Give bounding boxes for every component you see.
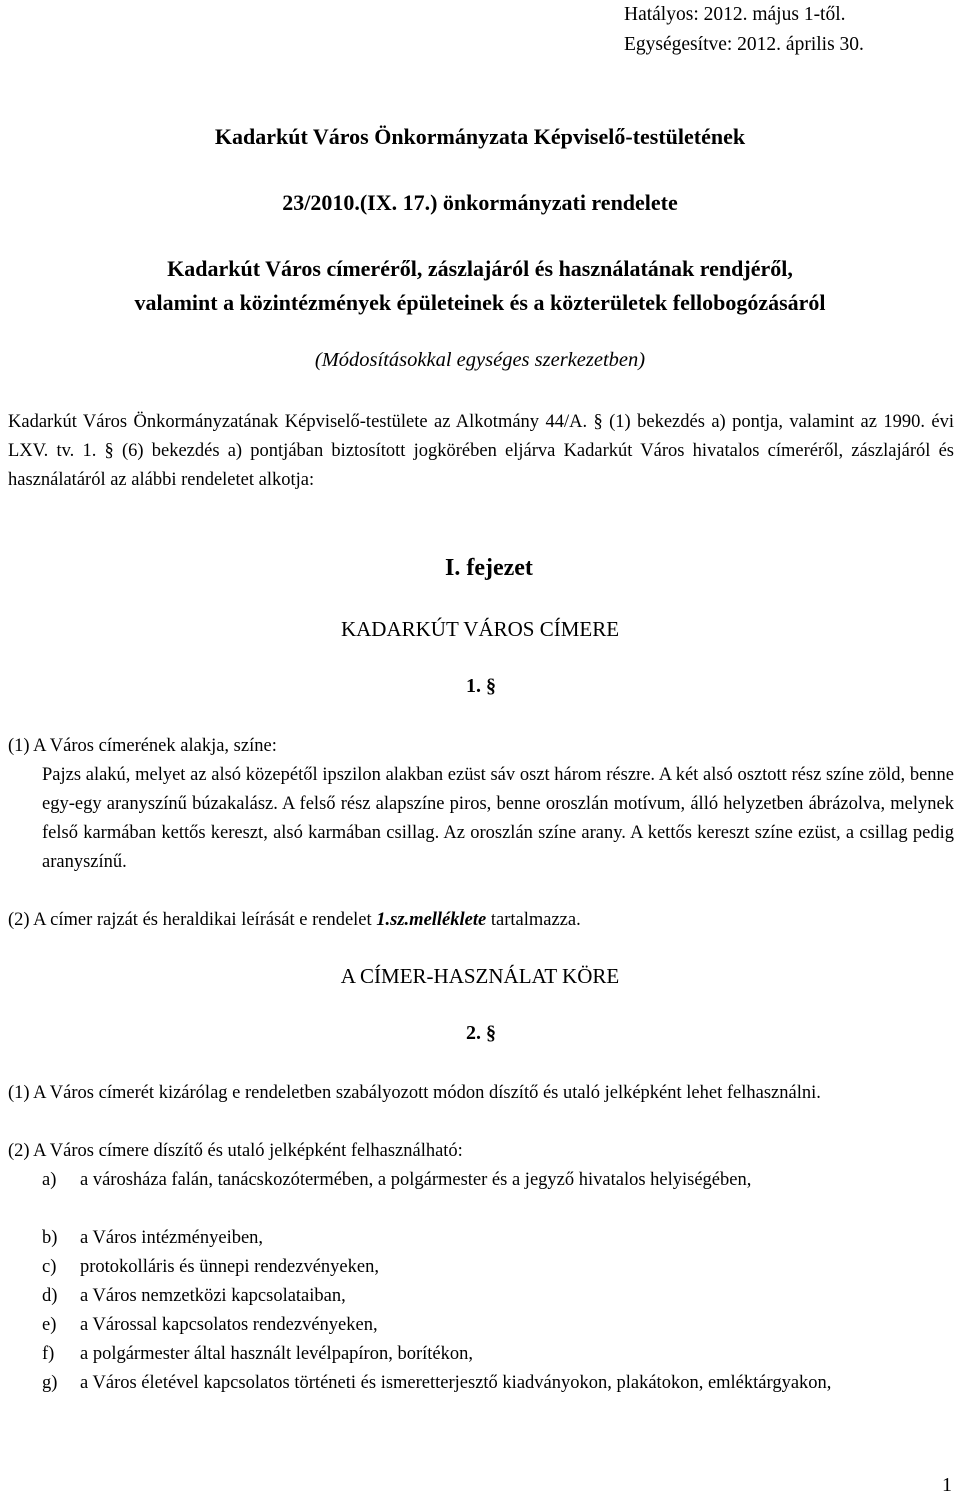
effective-date: Hatályos: 2012. május 1-től. [624,4,846,25]
document-title-subject-1: Kadarkút Város címeréről, zászlajáról és használatának rendjéről, [167,256,793,281]
list-item-marker: d) [42,1286,58,1306]
section-2-para-1: (1) A Város címerét kizárólag e rendeletben szabályozott módon díszítő és utaló jelképként lehet felhasználni. [8,1083,821,1103]
list-item: a Város nemzetközi kapcsolataiban, [80,1286,346,1306]
document-title-authority: Kadarkút Város Önkormányzata Képviselő-testületének [214,124,746,149]
chapter-heading: KADARKÚT VÁROS CÍMERE [340,617,620,641]
section-1-para-1-label: (1) A Város címerének alakja, színe: [8,736,277,756]
consolidation-date: Egységesítve: 2012. április 30. [624,34,864,55]
list-item-marker: e) [42,1315,57,1335]
heading-scope-of-use: A CÍMER-HASZNÁLAT KÖRE [340,964,620,988]
list-item-marker: b) [42,1228,58,1248]
list-item: a Város életével kapcsolatos történeti és ismeretterjesztő kiadványokon, plakátokon, emléktárgyakon, [80,1373,832,1393]
list-item-marker: g) [42,1373,58,1393]
list-item: a polgármester által használt levélpapíron, borítékon, [80,1344,473,1364]
page-number: 1 [942,1474,952,1496]
section-1-para-2-pre: (2) A címer rajzát és heraldikai leírását e rendelet [8,910,377,930]
list-item: a városháza falán, tanácskozótermében, a polgármester és a jegyző hivatalos helyiségében, [80,1170,752,1190]
section-1-number: 1. § [466,675,496,697]
preamble: Kadarkút Város Önkormányzatának Képviselő-testülete az Alkotmány 44/A. § (1) bekezdés a) pontja, valamint az 1990. évi LXV. tv. 1. § (6) bekezdés a) pontjában biztosított jogkörében eljárva Kadarkút Város hivatalos címeréről, zászlajáról és használatáról az alábbi rendeletet alkotja: [8,412,954,490]
document-subtitle: (Módosításokkal egységes szerkezetben) [314,349,646,371]
section-1-para-2-post: tartalmazza. [486,910,581,930]
section-1-para-1-text: Pajzs alakú, melyet az alsó közepétől ipszilon alakban ezüst sáv oszt három részre. A két alsó osztott rész színe zöld, benne egy-egy aranyszínű búzakalász. A felső rész alapszíne piros, benne oroszlán motívum, álló helyzetben ábrázolva, melynek felső karmában kettős kereszt, alsó karmában csillag. Az oroszlán színe arany. A kettős kereszt színe ezüst, a csillag pedig aranyszínű. [42,765,954,872]
list-item-marker: c) [42,1257,57,1277]
list-item-marker: a) [42,1170,57,1190]
annex-reference: 1.sz.melléklete [376,910,487,930]
list-item: a Város intézményeiben, [80,1228,264,1248]
list-item: a Várossal kapcsolatos rendezvényeken, [80,1315,378,1335]
section-2-number: 2. § [466,1022,496,1044]
section-1-para-2 [8,906,581,935]
document-title-decree: 23/2010.(IX. 17.) önkormányzati rendelete [282,190,678,215]
list-item-marker: f) [42,1344,55,1364]
list-item: protokolláris és ünnepi rendezvényeken, [80,1257,379,1277]
section-2-para-2: (2) A Város címere díszítő és utaló jelképként felhasználható: [8,1141,463,1161]
chapter-label: I. fejezet [445,555,533,581]
document-title-subject-2: valamint a közintézmények épületeinek és a közterületek fellobogózásáról [134,290,826,315]
